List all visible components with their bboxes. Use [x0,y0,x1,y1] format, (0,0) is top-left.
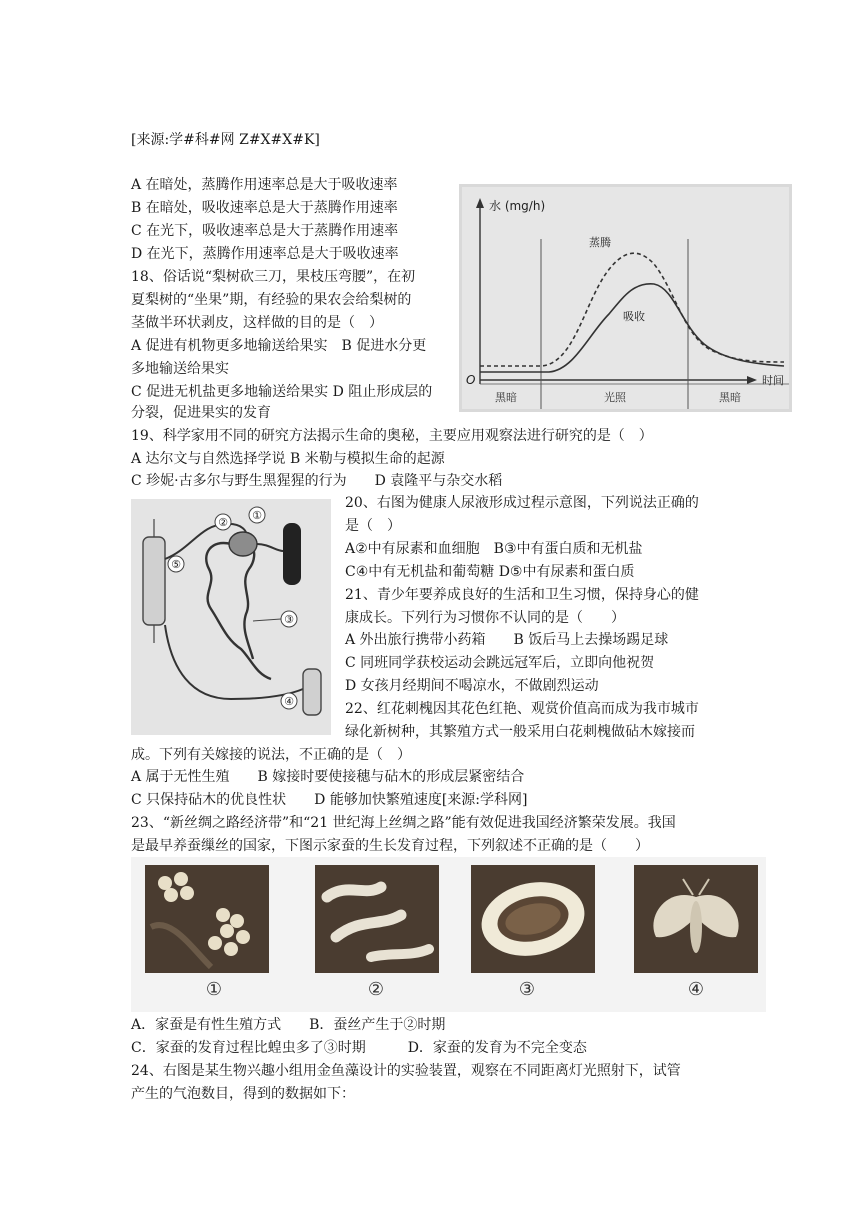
silkworm-stages-figure [131,857,766,1012]
label-5: ⑤ [171,558,181,571]
q21-option-c: C 同班同学获校运动会跳远冠军后，立即向他祝贺 [345,655,655,671]
larva-stage-image [315,865,439,973]
q20-stem-line-1: 20、右图为健康人尿液形成过程示意图，下列说法正确的 [345,495,699,511]
q18-stem-line-3: 茎做半环状剥皮，这样做的目的是（ ） [131,315,383,331]
label-4: ④ [284,695,294,708]
nephron-diagram [131,499,331,735]
egg-stage-image [145,865,269,973]
q19-options-2: C 珍妮·古多尔与野生黑猩猩的行为 D 袁隆平与杂交水稻 [131,473,503,489]
q18-option-line-2: 多地输送给果实 [131,361,229,377]
q17-option-d: D 在光下，蒸腾作用速率总是大于吸收速率 [131,246,399,262]
q19-stem: 19、科学家用不同的研究方法揭示生命的奥秘，主要应用观察法进行研究的是（ ） [131,428,653,444]
label-3: ③ [284,613,294,626]
q22-options-1: A 属于无性生殖 B 嫁接时要使接穗与砧木的形成层紧密结合 [131,769,525,785]
q17-option-a: A 在暗处，蒸腾作用速率总是大于吸收速率 [131,177,398,193]
q17-option-c: C 在光下，吸收速率总是大于蒸腾作用速率 [131,223,399,239]
x-axis-label: 时间 [762,374,784,387]
q22-stem-line-3: 成。下列有关嫁接的说法，不正确的是（ ） [131,747,411,763]
q18-stem-line-1: 18、俗话说“梨树砍三刀，果枝压弯腰”，在初 [131,269,416,285]
q21-stem-line-2: 康成长。下列行为习惯你不认同的是（ ） [345,610,625,626]
q20-options-2: C④中有无机盐和葡萄糖 D⑤中有尿素和蛋白质 [345,564,635,580]
q23-stem-line-1: 23、“新丝绸之路经济带”和“21 世纪海上丝绸之路”能有效促进我国经济繁荣发展。我国 [131,815,676,831]
label-1: ① [252,509,262,522]
q22-options-2: C 只保持砧木的优良性状 D 能够加快繁殖速度[来源:学科网] [131,792,528,808]
stage-label-4: ④ [687,979,705,1000]
q23-stem-line-2: 是最早养蚕缫丝的国家，下图示家蚕的生长发育过程，下列叙述不正确的是（ ） [131,838,649,854]
q24-stem-line-1: 24、右图是某生物兴趣小组用金鱼藻设计的实验装置，观察在不同距离灯光照射下，试管 [131,1063,681,1079]
q18-option-line-4: 分裂，促进果实的发育 [131,405,271,421]
q21-stem-line-1: 21、青少年要养成良好的生活和卫生习惯，保持身心的健 [345,587,699,603]
q21-option-a: A 外出旅行携带小药箱 B 饭后马上去操场踢足球 [345,632,669,648]
q17-option-b: B 在暗处，吸收速率总是大于蒸腾作用速率 [131,200,398,216]
q20-stem-line-2: 是（ ） [345,518,401,534]
pupa-stage-image [471,865,595,973]
q23-options-2: C．家蚕的发育过程比蝗虫多了③时期 D．家蚕的发育为不完全变态 [131,1040,587,1056]
source-note: [来源:学#科#网 Z#X#X#K] [131,132,320,148]
absorption-label: 吸收 [623,310,645,323]
water-rate-graph [459,184,792,412]
q23-options-1: A．家蚕是有性生殖方式 B．蚕丝产生于②时期 [131,1017,446,1033]
stage-label-2: ② [367,979,385,1000]
q22-stem-line-2: 绿化新树种，其繁殖方式一般采用白花刺槐做砧木嫁接而 [345,724,695,740]
stage-label-1: ① [205,979,223,1000]
moth-stage-image [634,865,758,973]
period-dark-2: 黑暗 [719,391,741,404]
q18-option-line-3: C 促进无机盐更多地输送给果实 D 阻止形成层的 [131,384,433,400]
q21-option-d: D 女孩月经期间不喝凉水，不做剧烈运动 [345,678,599,694]
period-dark-1: 黑暗 [495,391,517,404]
label-2: ② [218,516,228,529]
q22-stem-line-1: 22、红花刺槐因其花色红艳、观赏价值高而成为我市城市 [345,701,699,717]
origin-label: O [466,373,476,387]
q24-stem-line-2: 产生的气泡数目，得到的数据如下： [131,1086,355,1102]
stage-label-3: ③ [518,979,536,1000]
transpiration-label: 蒸腾 [589,236,611,249]
q18-stem-line-2: 夏梨树的“坐果”期，有经验的果农会给梨树的 [131,292,412,308]
q18-option-line-1: A 促进有机物更多地输送给果实 B 促进水分更 [131,338,427,354]
q19-options-1: A 达尔文与自然选择学说 B 米勒与模拟生命的起源 [131,451,445,467]
q20-options-1: A②中有尿素和血细胞 B③中有蛋白质和无机盐 [345,541,643,557]
period-light: 光照 [604,391,626,404]
y-axis-label: 水 (mg/h) [489,199,546,213]
